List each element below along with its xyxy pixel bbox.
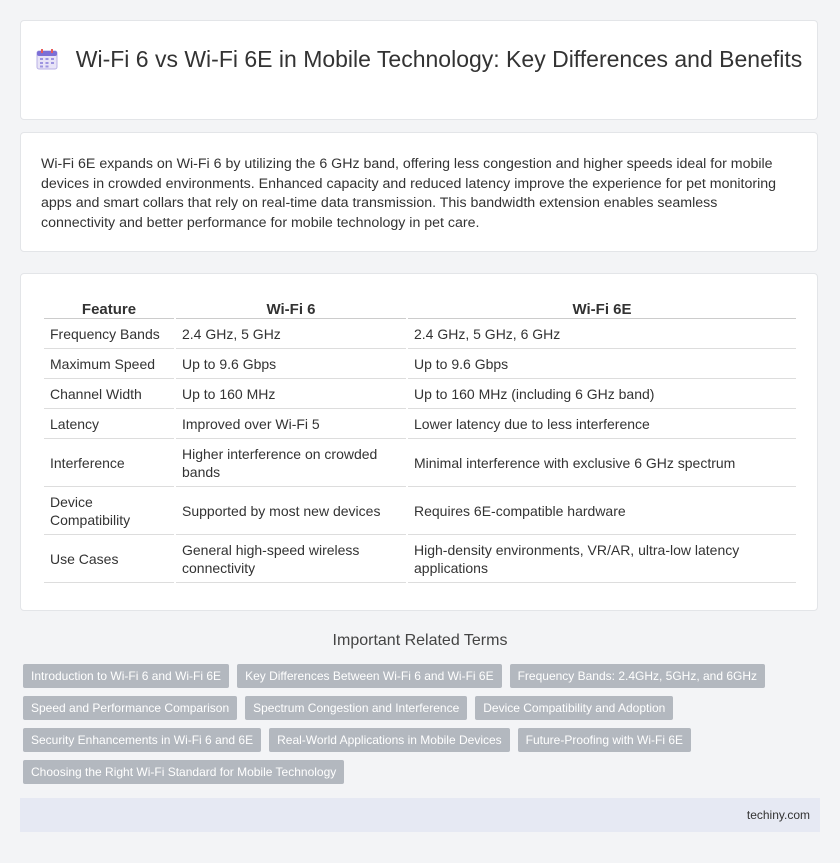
- related-terms-heading: Important Related Terms: [332, 632, 508, 649]
- related-terms-list: [23, 664, 823, 792]
- table-cell: General high-speed wireless connectivity: [176, 535, 406, 583]
- related-term-tag[interactable]: Key Differences Between Wi-Fi 6 and Wi-Fi 6E: [237, 664, 502, 688]
- table-cell: Frequency Bands: [44, 319, 174, 349]
- table-cell: Higher interference on crowded bands: [176, 439, 406, 487]
- related-term-tag[interactable]: Device Compatibility and Adoption: [475, 696, 673, 720]
- table-cell: Up to 9.6 Gbps: [176, 349, 406, 379]
- table-cell: Maximum Speed: [44, 349, 174, 379]
- comparison-card: [20, 273, 818, 611]
- table-row: [44, 409, 796, 439]
- calendar-icon: [36, 48, 58, 70]
- table-cell: 2.4 GHz, 5 GHz, 6 GHz: [408, 319, 796, 349]
- header-feature: Feature: [44, 294, 174, 319]
- table-cell: Up to 160 MHz (including 6 GHz band): [408, 379, 796, 409]
- table-cell: Interference: [44, 439, 174, 487]
- related-term-tag[interactable]: Choosing the Right Wi-Fi Standard for Mobile Technology: [23, 760, 344, 784]
- header-wifi6: Wi-Fi 6: [176, 294, 406, 319]
- header-wifi6e: Wi-Fi 6E: [408, 294, 796, 319]
- related-term-tag[interactable]: Speed and Performance Comparison: [23, 696, 237, 720]
- footer: [20, 798, 820, 832]
- table-row: [44, 349, 796, 379]
- related-term-tag[interactable]: Spectrum Congestion and Interference: [245, 696, 467, 720]
- table-cell: Improved over Wi-Fi 5: [176, 409, 406, 439]
- related-term-tag[interactable]: Future-Proofing with Wi-Fi 6E: [518, 728, 691, 752]
- related-term-tag[interactable]: Real-World Applications in Mobile Devices: [269, 728, 510, 752]
- table-header-row: [44, 294, 796, 319]
- comparison-table: [42, 294, 798, 583]
- table-cell: 2.4 GHz, 5 GHz: [176, 319, 406, 349]
- table-cell: High-density environments, VR/AR, ultra-low latency applications: [408, 535, 796, 583]
- footer-brand[interactable]: techiny.com: [746, 808, 810, 822]
- table-cell: Up to 160 MHz: [176, 379, 406, 409]
- table-cell: Latency: [44, 409, 174, 439]
- table-cell: Minimal interference with exclusive 6 GHz spectrum: [408, 439, 796, 487]
- page-title: Wi-Fi 6 vs Wi-Fi 6E in Mobile Technology: Key Differences and Benefits: [75, 46, 803, 72]
- related-term-tag[interactable]: Security Enhancements in Wi-Fi 6 and 6E: [23, 728, 261, 752]
- intro-card: [20, 132, 818, 252]
- table-row: [44, 487, 796, 535]
- title-card: [20, 20, 818, 120]
- table-cell: Device Compatibility: [44, 487, 174, 535]
- table-row: [44, 439, 796, 487]
- table-cell: Use Cases: [44, 535, 174, 583]
- table-cell: Supported by most new devices: [176, 487, 406, 535]
- page-title-wrap: [21, 45, 817, 74]
- table-cell: Channel Width: [44, 379, 174, 409]
- table-cell: Up to 9.6 Gbps: [408, 349, 796, 379]
- table-row: [44, 319, 796, 349]
- related-term-tag[interactable]: Introduction to Wi-Fi 6 and Wi-Fi 6E: [23, 664, 229, 688]
- table-cell: Requires 6E-compatible hardware: [408, 487, 796, 535]
- table-row: [44, 535, 796, 583]
- related-term-tag[interactable]: Frequency Bands: 2.4GHz, 5GHz, and 6GHz: [510, 664, 765, 688]
- table-cell: Lower latency due to less interference: [408, 409, 796, 439]
- intro-paragraph: Wi-Fi 6E expands on Wi-Fi 6 by utilizing the 6 GHz band, offering less congestion and higher speeds ideal for mobile devices in crowded environments. Enhanced capacity and reduced latency improve the experience for pet monitoring apps and smart collars that rely on real-time data transmission. This bandwidth extension enables seamless connectivity and better performance for mobile technology in pet care.: [41, 156, 777, 231]
- table-row: [44, 379, 796, 409]
